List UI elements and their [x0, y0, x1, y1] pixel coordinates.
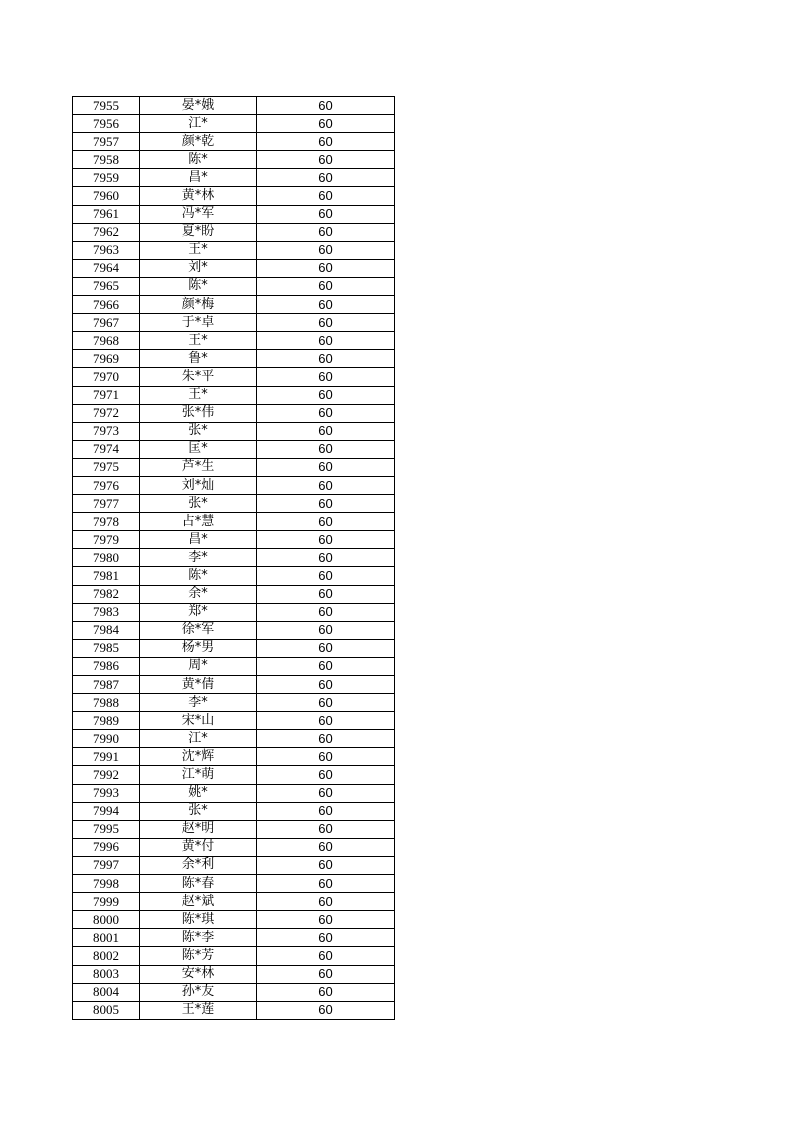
- name-cell: 沈*辉: [140, 748, 257, 766]
- score-cell: 60: [257, 875, 395, 893]
- row-number-cell: 7972: [73, 404, 140, 422]
- name-cell: 鲁*: [140, 350, 257, 368]
- name-cell: 朱*平: [140, 368, 257, 386]
- row-number-cell: 7984: [73, 621, 140, 639]
- row-number-cell: 7974: [73, 440, 140, 458]
- score-cell: 60: [257, 712, 395, 730]
- score-cell: 60: [257, 549, 395, 567]
- row-number-cell: 8003: [73, 965, 140, 983]
- name-cell: 张*伟: [140, 404, 257, 422]
- table-row: [73, 368, 395, 386]
- score-cell: 60: [257, 513, 395, 531]
- name-cell: 姚*: [140, 784, 257, 802]
- table-row: [73, 856, 395, 874]
- row-number-cell: 7964: [73, 259, 140, 277]
- table-row: [73, 875, 395, 893]
- score-cell: 60: [257, 205, 395, 223]
- table-row: [73, 567, 395, 585]
- row-number-cell: 7991: [73, 748, 140, 766]
- score-cell: 60: [257, 676, 395, 694]
- table-row: [73, 766, 395, 784]
- row-number-cell: 7999: [73, 893, 140, 911]
- row-number-cell: 8004: [73, 983, 140, 1001]
- name-cell: 李*: [140, 549, 257, 567]
- name-cell: 匡*: [140, 440, 257, 458]
- table-row: [73, 332, 395, 350]
- row-number-cell: 7976: [73, 476, 140, 494]
- score-cell: 60: [257, 639, 395, 657]
- row-number-cell: 7986: [73, 657, 140, 675]
- table-row: [73, 169, 395, 187]
- table-row: [73, 97, 395, 115]
- name-cell: 周*: [140, 657, 257, 675]
- row-number-cell: 7990: [73, 730, 140, 748]
- row-number-cell: 7959: [73, 169, 140, 187]
- row-number-cell: 7982: [73, 585, 140, 603]
- row-number-cell: 7979: [73, 531, 140, 549]
- row-number-cell: 7983: [73, 603, 140, 621]
- table-row: [73, 223, 395, 241]
- row-number-cell: 7975: [73, 458, 140, 476]
- name-cell: 张*: [140, 422, 257, 440]
- table-row: [73, 784, 395, 802]
- name-cell: 陈*: [140, 151, 257, 169]
- table-row: [73, 657, 395, 675]
- name-cell: 王*: [140, 332, 257, 350]
- table-row: [73, 115, 395, 133]
- table-row: [73, 386, 395, 404]
- table-row: [73, 585, 395, 603]
- score-cell: 60: [257, 115, 395, 133]
- name-cell: 王*: [140, 386, 257, 404]
- score-cell: 60: [257, 730, 395, 748]
- score-cell: 60: [257, 495, 395, 513]
- score-cell: 60: [257, 603, 395, 621]
- score-cell: 60: [257, 151, 395, 169]
- name-cell: 陈*: [140, 567, 257, 585]
- name-cell: 余*利: [140, 856, 257, 874]
- table-row: [73, 404, 395, 422]
- score-cell: 60: [257, 368, 395, 386]
- row-number-cell: 7973: [73, 422, 140, 440]
- score-cell: 60: [257, 241, 395, 259]
- table-row: [73, 911, 395, 929]
- score-cell: 60: [257, 983, 395, 1001]
- name-cell: 郑*: [140, 603, 257, 621]
- table-row: [73, 965, 395, 983]
- row-number-cell: 7965: [73, 277, 140, 295]
- row-number-cell: 8005: [73, 1001, 140, 1019]
- name-cell: 陈*春: [140, 875, 257, 893]
- table-row: [73, 983, 395, 1001]
- table-row: [73, 187, 395, 205]
- row-number-cell: 7993: [73, 784, 140, 802]
- table-row: [73, 350, 395, 368]
- score-cell: 60: [257, 332, 395, 350]
- score-cell: 60: [257, 531, 395, 549]
- score-cell: 60: [257, 259, 395, 277]
- name-cell: 颜*乾: [140, 133, 257, 151]
- row-number-cell: 7987: [73, 676, 140, 694]
- table-row: [73, 603, 395, 621]
- score-cell: 60: [257, 296, 395, 314]
- row-number-cell: 7968: [73, 332, 140, 350]
- row-number-cell: 7997: [73, 856, 140, 874]
- score-cell: 60: [257, 911, 395, 929]
- name-cell: 昌*: [140, 531, 257, 549]
- name-cell: 陈*李: [140, 929, 257, 947]
- score-cell: 60: [257, 657, 395, 675]
- name-cell: 安*林: [140, 965, 257, 983]
- table-row: [73, 838, 395, 856]
- row-number-cell: 7985: [73, 639, 140, 657]
- table-row: [73, 277, 395, 295]
- score-cell: 60: [257, 621, 395, 639]
- score-cell: 60: [257, 766, 395, 784]
- row-number-cell: 7992: [73, 766, 140, 784]
- row-number-cell: 7971: [73, 386, 140, 404]
- name-cell: 陈*琪: [140, 911, 257, 929]
- name-cell: 赵*明: [140, 820, 257, 838]
- name-cell: 黄*林: [140, 187, 257, 205]
- name-cell: 颜*梅: [140, 296, 257, 314]
- name-cell: 占*慧: [140, 513, 257, 531]
- table-row: [73, 947, 395, 965]
- name-cell: 杨*男: [140, 639, 257, 657]
- score-cell: 60: [257, 585, 395, 603]
- name-cell: 孙*友: [140, 983, 257, 1001]
- score-cell: 60: [257, 314, 395, 332]
- name-cell: 王*: [140, 241, 257, 259]
- row-number-cell: 7980: [73, 549, 140, 567]
- score-cell: 60: [257, 929, 395, 947]
- name-cell: 夏*盼: [140, 223, 257, 241]
- name-cell: 张*: [140, 495, 257, 513]
- name-cell: 张*: [140, 802, 257, 820]
- name-cell: 赵*斌: [140, 893, 257, 911]
- score-cell: 60: [257, 422, 395, 440]
- table-row: [73, 694, 395, 712]
- score-cell: 60: [257, 1001, 395, 1019]
- table-row: [73, 1001, 395, 1019]
- score-cell: 60: [257, 350, 395, 368]
- row-number-cell: 7998: [73, 875, 140, 893]
- table-row: [73, 820, 395, 838]
- row-number-cell: 7989: [73, 712, 140, 730]
- table-row: [73, 241, 395, 259]
- table-row: [73, 422, 395, 440]
- score-cell: 60: [257, 404, 395, 422]
- table-row: [73, 440, 395, 458]
- table-row: [73, 730, 395, 748]
- table-row: [73, 133, 395, 151]
- name-cell: 刘*: [140, 259, 257, 277]
- score-cell: 60: [257, 277, 395, 295]
- name-cell: 江*: [140, 115, 257, 133]
- score-cell: 60: [257, 567, 395, 585]
- row-number-cell: 7978: [73, 513, 140, 531]
- score-cell: 60: [257, 694, 395, 712]
- score-cell: 60: [257, 133, 395, 151]
- table-row: [73, 151, 395, 169]
- score-cell: 60: [257, 784, 395, 802]
- table-row: [73, 639, 395, 657]
- score-cell: 60: [257, 947, 395, 965]
- score-cell: 60: [257, 169, 395, 187]
- table-row: [73, 549, 395, 567]
- name-cell: 余*: [140, 585, 257, 603]
- table-row: [73, 314, 395, 332]
- table-row: [73, 495, 395, 513]
- table-row: [73, 458, 395, 476]
- row-number-cell: 7970: [73, 368, 140, 386]
- row-number-cell: 8001: [73, 929, 140, 947]
- row-number-cell: 7995: [73, 820, 140, 838]
- table-row: [73, 748, 395, 766]
- table-row: [73, 676, 395, 694]
- name-cell: 昌*: [140, 169, 257, 187]
- row-number-cell: 7981: [73, 567, 140, 585]
- name-cell: 晏*娥: [140, 97, 257, 115]
- row-number-cell: 7961: [73, 205, 140, 223]
- name-cell: 徐*军: [140, 621, 257, 639]
- score-cell: 60: [257, 820, 395, 838]
- name-cell: 宋*山: [140, 712, 257, 730]
- row-number-cell: 7958: [73, 151, 140, 169]
- row-number-cell: 7962: [73, 223, 140, 241]
- score-cell: 60: [257, 476, 395, 494]
- score-cell: 60: [257, 856, 395, 874]
- row-number-cell: 7960: [73, 187, 140, 205]
- name-cell: 王*莲: [140, 1001, 257, 1019]
- name-cell: 于*卓: [140, 314, 257, 332]
- row-number-cell: 8000: [73, 911, 140, 929]
- row-number-cell: 8002: [73, 947, 140, 965]
- score-cell: 60: [257, 97, 395, 115]
- table-row: [73, 802, 395, 820]
- table-row: [73, 893, 395, 911]
- score-cell: 60: [257, 748, 395, 766]
- row-number-cell: 7994: [73, 802, 140, 820]
- name-cell: 刘*灿: [140, 476, 257, 494]
- row-number-cell: 7988: [73, 694, 140, 712]
- table-row: [73, 621, 395, 639]
- score-cell: 60: [257, 838, 395, 856]
- score-cell: 60: [257, 458, 395, 476]
- name-cell: 陈*: [140, 277, 257, 295]
- row-number-cell: 7955: [73, 97, 140, 115]
- score-cell: 60: [257, 223, 395, 241]
- name-cell: 冯*军: [140, 205, 257, 223]
- score-table-body: [73, 97, 395, 1020]
- name-cell: 芦*生: [140, 458, 257, 476]
- table-row: [73, 929, 395, 947]
- name-cell: 陈*芳: [140, 947, 257, 965]
- score-cell: 60: [257, 440, 395, 458]
- score-cell: 60: [257, 893, 395, 911]
- table-row: [73, 531, 395, 549]
- table-row: [73, 513, 395, 531]
- name-cell: 黄*倩: [140, 676, 257, 694]
- row-number-cell: 7967: [73, 314, 140, 332]
- row-number-cell: 7957: [73, 133, 140, 151]
- table-row: [73, 296, 395, 314]
- table-row: [73, 205, 395, 223]
- score-cell: 60: [257, 802, 395, 820]
- table-row: [73, 259, 395, 277]
- row-number-cell: 7963: [73, 241, 140, 259]
- name-cell: 江*: [140, 730, 257, 748]
- score-table: [72, 96, 395, 1020]
- name-cell: 江*萌: [140, 766, 257, 784]
- table-row: [73, 476, 395, 494]
- row-number-cell: 7966: [73, 296, 140, 314]
- score-cell: 60: [257, 187, 395, 205]
- name-cell: 黄*付: [140, 838, 257, 856]
- name-cell: 李*: [140, 694, 257, 712]
- row-number-cell: 7996: [73, 838, 140, 856]
- row-number-cell: 7969: [73, 350, 140, 368]
- score-cell: 60: [257, 386, 395, 404]
- row-number-cell: 7956: [73, 115, 140, 133]
- row-number-cell: 7977: [73, 495, 140, 513]
- score-cell: 60: [257, 965, 395, 983]
- table-row: [73, 712, 395, 730]
